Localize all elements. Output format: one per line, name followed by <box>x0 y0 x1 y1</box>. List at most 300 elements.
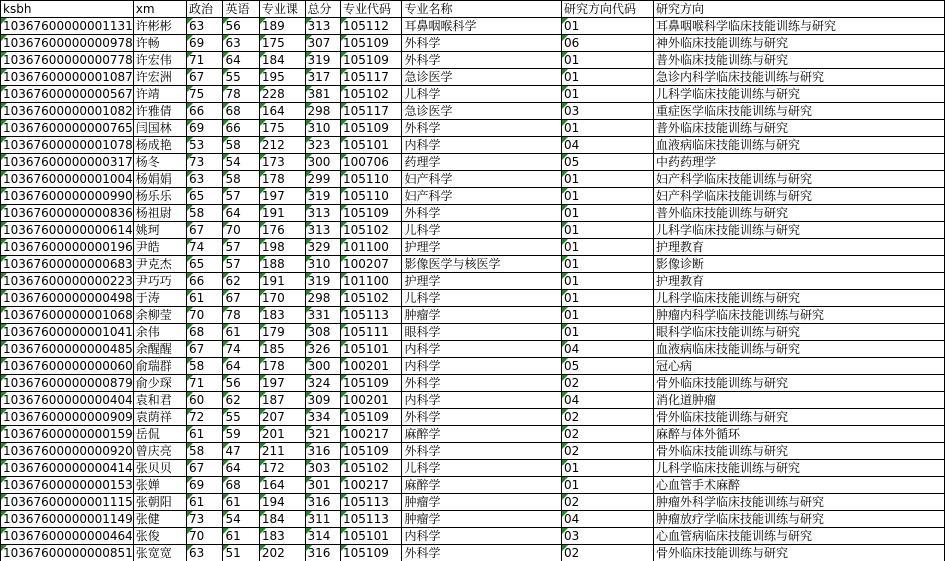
cell-zhengzhi[interactable]: 60 <box>186 392 222 409</box>
cell-yingyu[interactable]: 68 <box>223 477 259 494</box>
cell-zhengzhi[interactable]: 67 <box>186 460 222 477</box>
cell-fangxiang-daima[interactable]: 01 <box>562 205 654 222</box>
cell-ksbh[interactable]: 10367600000000614 <box>1 222 134 239</box>
cell-xm[interactable]: 许靖 <box>133 86 186 103</box>
cell-xm[interactable]: 余醒醒 <box>133 341 186 358</box>
cell-xm[interactable]: 姚珂 <box>133 222 186 239</box>
cell-ksbh[interactable]: 10367600000000414 <box>1 460 134 477</box>
cell-yingyu[interactable]: 62 <box>223 273 259 290</box>
cell-zhuanye-mingcheng[interactable]: 外科学 <box>402 205 562 222</box>
cell-zhuanye-daima[interactable]: 100706 <box>341 154 402 171</box>
cell-zhuanye-daima[interactable]: 105109 <box>341 443 402 460</box>
cell-zhuanye-mingcheng[interactable]: 护理学 <box>402 273 562 290</box>
cell-xm[interactable]: 杨祖尉 <box>133 205 186 222</box>
cell-zhuanye-daima[interactable]: 105110 <box>341 188 402 205</box>
cell-zhengzhi[interactable]: 67 <box>186 222 222 239</box>
cell-fangxiang-daima[interactable]: 01 <box>562 120 654 137</box>
cell-xm[interactable]: 张婵 <box>133 477 186 494</box>
cell-zhuanyeke[interactable]: 195 <box>259 69 305 86</box>
cell-fangxiang-daima[interactable]: 01 <box>562 188 654 205</box>
cell-yanjiu-fangxiang[interactable]: 护理教育 <box>654 273 945 290</box>
cell-zhuanyeke[interactable]: 172 <box>259 460 305 477</box>
cell-ksbh[interactable]: 10367600000000836 <box>1 205 134 222</box>
cell-zhuanye-mingcheng[interactable]: 影像医学与核医学 <box>402 256 562 273</box>
cell-yanjiu-fangxiang[interactable]: 骨外临床技能训练与研究 <box>654 409 945 426</box>
cell-fangxiang-daima[interactable]: 01 <box>562 256 654 273</box>
cell-ksbh[interactable]: 10367600000000159 <box>1 426 134 443</box>
cell-yanjiu-fangxiang[interactable]: 儿科学临床技能训练与研究 <box>654 290 945 307</box>
cell-ksbh[interactable]: 10367600000001078 <box>1 137 134 154</box>
cell-yanjiu-fangxiang[interactable]: 心血管病临床技能训练与研究 <box>654 528 945 545</box>
cell-zhuanye-daima[interactable]: 105102 <box>341 290 402 307</box>
cell-fangxiang-daima[interactable]: 02 <box>562 545 654 561</box>
cell-zhuanye-daima[interactable]: 105111 <box>341 324 402 341</box>
cell-zhuanyeke[interactable]: 176 <box>259 222 305 239</box>
header-cell-zhengzhi[interactable]: 政治 <box>186 1 222 18</box>
header-cell-fangxiang-daima[interactable]: 研究方向代码 <box>562 1 654 18</box>
cell-xm[interactable]: 曾庆亮 <box>133 443 186 460</box>
cell-zongfen[interactable]: 303 <box>305 460 341 477</box>
cell-zhengzhi[interactable]: 69 <box>186 477 222 494</box>
cell-ksbh[interactable]: 10367600000000851 <box>1 545 134 561</box>
cell-zhengzhi[interactable]: 69 <box>186 35 222 52</box>
cell-zhuanye-daima[interactable]: 105101 <box>341 528 402 545</box>
cell-yingyu[interactable]: 51 <box>223 545 259 561</box>
cell-fangxiang-daima[interactable]: 01 <box>562 307 654 324</box>
cell-zhuanyeke[interactable]: 201 <box>259 426 305 443</box>
cell-fangxiang-daima[interactable]: 06 <box>562 35 654 52</box>
cell-yingyu[interactable]: 57 <box>223 256 259 273</box>
cell-zhuanye-daima[interactable]: 101100 <box>341 239 402 256</box>
cell-xm[interactable]: 许宏洲 <box>133 69 186 86</box>
cell-zongfen[interactable]: 316 <box>305 443 341 460</box>
cell-ksbh[interactable]: 10367600000001082 <box>1 103 134 120</box>
header-cell-zhuanye-daima[interactable]: 专业代码 <box>341 1 402 18</box>
cell-yanjiu-fangxiang[interactable]: 肿瘤外科学临床技能训练与研究 <box>654 494 945 511</box>
cell-zhuanyeke[interactable]: 183 <box>259 307 305 324</box>
cell-zhuanyeke[interactable]: 187 <box>259 392 305 409</box>
cell-yanjiu-fangxiang[interactable]: 骨外临床技能训练与研究 <box>654 545 945 561</box>
cell-zhuanye-daima[interactable]: 105109 <box>341 35 402 52</box>
cell-fangxiang-daima[interactable]: 04 <box>562 341 654 358</box>
cell-ksbh[interactable]: 10367600000000060 <box>1 358 134 375</box>
cell-zhuanye-mingcheng[interactable]: 护理学 <box>402 239 562 256</box>
cell-ksbh[interactable]: 10367600000001115 <box>1 494 134 511</box>
cell-xm[interactable]: 张朝阳 <box>133 494 186 511</box>
cell-zhuanye-daima[interactable]: 105110 <box>341 171 402 188</box>
cell-ksbh[interactable]: 10367600000001041 <box>1 324 134 341</box>
cell-zhuanye-mingcheng[interactable]: 外科学 <box>402 409 562 426</box>
cell-zhuanyeke[interactable]: 207 <box>259 409 305 426</box>
cell-zhuanyeke[interactable]: 197 <box>259 375 305 392</box>
cell-zhuanyeke[interactable]: 191 <box>259 273 305 290</box>
cell-zhengzhi[interactable]: 71 <box>186 52 222 69</box>
cell-zhuanye-daima[interactable]: 105109 <box>341 545 402 561</box>
cell-ksbh[interactable]: 10367600000000990 <box>1 188 134 205</box>
cell-yingyu[interactable]: 74 <box>223 341 259 358</box>
cell-xm[interactable]: 杨冬 <box>133 154 186 171</box>
cell-yanjiu-fangxiang[interactable]: 肿瘤放疗学临床技能训练与研究 <box>654 511 945 528</box>
cell-zhengzhi[interactable]: 58 <box>186 358 222 375</box>
cell-zhuanyeke[interactable]: 164 <box>259 103 305 120</box>
cell-yanjiu-fangxiang[interactable]: 耳鼻咽喉科学临床技能训练与研究 <box>654 18 945 35</box>
cell-zhuanye-mingcheng[interactable]: 眼科学 <box>402 324 562 341</box>
cell-zhuanye-mingcheng[interactable]: 外科学 <box>402 545 562 561</box>
cell-zongfen[interactable]: 307 <box>305 35 341 52</box>
cell-zhuanye-daima[interactable]: 105112 <box>341 18 402 35</box>
cell-xm[interactable]: 许雅倩 <box>133 103 186 120</box>
cell-fangxiang-daima[interactable]: 01 <box>562 477 654 494</box>
cell-zhuanyeke[interactable]: 202 <box>259 545 305 561</box>
cell-zhengzhi[interactable]: 71 <box>186 375 222 392</box>
cell-zhuanye-mingcheng[interactable]: 儿科学 <box>402 222 562 239</box>
cell-zhuanyeke[interactable]: 183 <box>259 528 305 545</box>
cell-zhuanye-mingcheng[interactable]: 妇产科学 <box>402 171 562 188</box>
cell-zhuanye-mingcheng[interactable]: 外科学 <box>402 375 562 392</box>
cell-ksbh[interactable]: 10367600000000317 <box>1 154 134 171</box>
cell-yanjiu-fangxiang[interactable]: 心血管手术麻醉 <box>654 477 945 494</box>
cell-zhuanye-daima[interactable]: 105117 <box>341 69 402 86</box>
cell-zhuanye-daima[interactable]: 105101 <box>341 341 402 358</box>
cell-zhengzhi[interactable]: 66 <box>186 103 222 120</box>
cell-yingyu[interactable]: 54 <box>223 511 259 528</box>
cell-yingyu[interactable]: 64 <box>223 460 259 477</box>
cell-fangxiang-daima[interactable]: 01 <box>562 52 654 69</box>
cell-zhuanye-mingcheng[interactable]: 麻醉学 <box>402 477 562 494</box>
cell-yingyu[interactable]: 70 <box>223 222 259 239</box>
cell-zongfen[interactable]: 300 <box>305 358 341 375</box>
cell-zhuanye-mingcheng[interactable]: 耳鼻咽喉科学 <box>402 18 562 35</box>
cell-zhengzhi[interactable]: 61 <box>186 426 222 443</box>
cell-ksbh[interactable]: 10367600000001068 <box>1 307 134 324</box>
cell-yingyu[interactable]: 61 <box>223 494 259 511</box>
cell-yanjiu-fangxiang[interactable]: 血液病临床技能训练与研究 <box>654 137 945 154</box>
cell-yingyu[interactable]: 66 <box>223 120 259 137</box>
cell-zhuanye-daima[interactable]: 105101 <box>341 137 402 154</box>
cell-xm[interactable]: 余柳莹 <box>133 307 186 324</box>
cell-zhuanyeke[interactable]: 228 <box>259 86 305 103</box>
cell-xm[interactable]: 俞瑞群 <box>133 358 186 375</box>
cell-yingyu[interactable]: 78 <box>223 307 259 324</box>
cell-zhuanye-mingcheng[interactable]: 儿科学 <box>402 86 562 103</box>
cell-zhuanye-daima[interactable]: 105113 <box>341 307 402 324</box>
cell-zongfen[interactable]: 300 <box>305 154 341 171</box>
cell-zhuanyeke[interactable]: 184 <box>259 511 305 528</box>
cell-xm[interactable]: 张宽宽 <box>133 545 186 561</box>
cell-zhuanye-mingcheng[interactable]: 肿瘤学 <box>402 307 562 324</box>
cell-yanjiu-fangxiang[interactable]: 妇产科学临床技能训练与研究 <box>654 171 945 188</box>
cell-yingyu[interactable]: 61 <box>223 528 259 545</box>
cell-zhuanye-daima[interactable]: 105102 <box>341 86 402 103</box>
cell-fangxiang-daima[interactable]: 05 <box>562 154 654 171</box>
cell-xm[interactable]: 俞少琛 <box>133 375 186 392</box>
cell-xm[interactable]: 杨娟娟 <box>133 171 186 188</box>
cell-yanjiu-fangxiang[interactable]: 重症医学临床技能训练与研究 <box>654 103 945 120</box>
cell-zongfen[interactable]: 313 <box>305 222 341 239</box>
cell-zhuanye-daima[interactable]: 100217 <box>341 477 402 494</box>
cell-zhengzhi[interactable]: 58 <box>186 443 222 460</box>
cell-yanjiu-fangxiang[interactable]: 骨外临床技能训练与研究 <box>654 375 945 392</box>
cell-xm[interactable]: 尹皓 <box>133 239 186 256</box>
cell-yanjiu-fangxiang[interactable]: 冠心病 <box>654 358 945 375</box>
cell-ksbh[interactable]: 10367600000000567 <box>1 86 134 103</box>
cell-zhengzhi[interactable]: 58 <box>186 205 222 222</box>
header-cell-ksbh[interactable]: ksbh <box>1 1 134 18</box>
cell-zhuanye-mingcheng[interactable]: 内科学 <box>402 358 562 375</box>
cell-zhengzhi[interactable]: 70 <box>186 307 222 324</box>
cell-zongfen[interactable]: 314 <box>305 528 341 545</box>
header-cell-zhuanyeke[interactable]: 专业课 <box>259 1 305 18</box>
cell-yingyu[interactable]: 57 <box>223 239 259 256</box>
cell-zhengzhi[interactable]: 66 <box>186 273 222 290</box>
cell-yanjiu-fangxiang[interactable]: 妇产科学临床技能训练与研究 <box>654 188 945 205</box>
cell-yanjiu-fangxiang[interactable]: 骨外临床技能训练与研究 <box>654 443 945 460</box>
cell-fangxiang-daima[interactable]: 05 <box>562 358 654 375</box>
cell-yingyu[interactable]: 55 <box>223 409 259 426</box>
cell-zhengzhi[interactable]: 68 <box>186 324 222 341</box>
cell-xm[interactable]: 袁和君 <box>133 392 186 409</box>
cell-zhengzhi[interactable]: 63 <box>186 545 222 561</box>
cell-zhengzhi[interactable]: 69 <box>186 120 222 137</box>
cell-zhuanye-daima[interactable]: 100207 <box>341 256 402 273</box>
cell-zongfen[interactable]: 319 <box>305 188 341 205</box>
cell-fangxiang-daima[interactable]: 01 <box>562 86 654 103</box>
cell-zongfen[interactable]: 308 <box>305 324 341 341</box>
cell-zhuanyeke[interactable]: 188 <box>259 256 305 273</box>
cell-zhuanye-daima[interactable]: 105109 <box>341 205 402 222</box>
cell-ksbh[interactable]: 10367600000000920 <box>1 443 134 460</box>
cell-yingyu[interactable]: 78 <box>223 86 259 103</box>
cell-yanjiu-fangxiang[interactable]: 眼科学临床技能训练与研究 <box>654 324 945 341</box>
cell-zhuanye-daima[interactable]: 100201 <box>341 358 402 375</box>
cell-fangxiang-daima[interactable]: 01 <box>562 171 654 188</box>
cell-yingyu[interactable]: 63 <box>223 35 259 52</box>
cell-fangxiang-daima[interactable]: 03 <box>562 103 654 120</box>
cell-zhuanye-mingcheng[interactable]: 外科学 <box>402 443 562 460</box>
cell-zhuanyeke[interactable]: 178 <box>259 171 305 188</box>
cell-xm[interactable]: 许畅 <box>133 35 186 52</box>
cell-ksbh[interactable]: 10367600000000879 <box>1 375 134 392</box>
cell-zongfen[interactable]: 331 <box>305 307 341 324</box>
cell-zhengzhi[interactable]: 53 <box>186 137 222 154</box>
cell-zhengzhi[interactable]: 73 <box>186 154 222 171</box>
cell-zhengzhi[interactable]: 73 <box>186 511 222 528</box>
cell-zongfen[interactable]: 313 <box>305 18 341 35</box>
cell-ksbh[interactable]: 10367600000000485 <box>1 341 134 358</box>
cell-xm[interactable]: 袁荫祥 <box>133 409 186 426</box>
header-cell-zhuanye-mingcheng[interactable]: 专业名称 <box>402 1 562 18</box>
cell-xm[interactable]: 张俊 <box>133 528 186 545</box>
cell-yingyu[interactable]: 64 <box>223 52 259 69</box>
cell-yanjiu-fangxiang[interactable]: 消化道肿瘤 <box>654 392 945 409</box>
cell-zongfen[interactable]: 323 <box>305 137 341 154</box>
cell-fangxiang-daima[interactable]: 01 <box>562 324 654 341</box>
cell-zongfen[interactable]: 310 <box>305 120 341 137</box>
cell-fangxiang-daima[interactable]: 01 <box>562 18 654 35</box>
cell-fangxiang-daima[interactable]: 02 <box>562 494 654 511</box>
cell-ksbh[interactable]: 10367600000000778 <box>1 52 134 69</box>
cell-zhengzhi[interactable]: 70 <box>186 528 222 545</box>
cell-zhuanyeke[interactable]: 189 <box>259 18 305 35</box>
cell-zhuanyeke[interactable]: 197 <box>259 188 305 205</box>
cell-zhuanye-mingcheng[interactable]: 肿瘤学 <box>402 494 562 511</box>
cell-yingyu[interactable]: 54 <box>223 154 259 171</box>
cell-zhuanye-mingcheng[interactable]: 内科学 <box>402 137 562 154</box>
cell-fangxiang-daima[interactable]: 02 <box>562 443 654 460</box>
cell-fangxiang-daima[interactable]: 01 <box>562 222 654 239</box>
cell-yingyu[interactable]: 68 <box>223 103 259 120</box>
cell-yingyu[interactable]: 64 <box>223 358 259 375</box>
cell-yanjiu-fangxiang[interactable]: 中药药理学 <box>654 154 945 171</box>
cell-zhuanyeke[interactable]: 185 <box>259 341 305 358</box>
cell-xm[interactable]: 岳侃 <box>133 426 186 443</box>
cell-ksbh[interactable]: 10367600000001149 <box>1 511 134 528</box>
cell-zhuanyeke[interactable]: 179 <box>259 324 305 341</box>
cell-yingyu[interactable]: 62 <box>223 392 259 409</box>
cell-zhuanyeke[interactable]: 212 <box>259 137 305 154</box>
cell-yanjiu-fangxiang[interactable]: 普外临床技能训练与研究 <box>654 120 945 137</box>
cell-yingyu[interactable]: 56 <box>223 18 259 35</box>
cell-zhuanyeke[interactable]: 198 <box>259 239 305 256</box>
cell-yanjiu-fangxiang[interactable]: 神外临床技能训练与研究 <box>654 35 945 52</box>
cell-zhengzhi[interactable]: 67 <box>186 69 222 86</box>
cell-yanjiu-fangxiang[interactable]: 儿科学临床技能训练与研究 <box>654 460 945 477</box>
cell-yingyu[interactable]: 57 <box>223 188 259 205</box>
cell-zhuanye-daima[interactable]: 101100 <box>341 273 402 290</box>
cell-zongfen[interactable]: 301 <box>305 477 341 494</box>
cell-zongfen[interactable]: 298 <box>305 103 341 120</box>
cell-zhuanye-daima[interactable]: 105113 <box>341 511 402 528</box>
cell-zhuanye-daima[interactable]: 105113 <box>341 494 402 511</box>
cell-xm[interactable]: 杨成艳 <box>133 137 186 154</box>
cell-fangxiang-daima[interactable]: 01 <box>562 69 654 86</box>
cell-fangxiang-daima[interactable]: 01 <box>562 239 654 256</box>
cell-yanjiu-fangxiang[interactable]: 儿科学临床技能训练与研究 <box>654 86 945 103</box>
cell-yanjiu-fangxiang[interactable]: 麻醉与体外循环 <box>654 426 945 443</box>
cell-yingyu[interactable]: 61 <box>223 324 259 341</box>
cell-fangxiang-daima[interactable]: 01 <box>562 290 654 307</box>
cell-yingyu[interactable]: 58 <box>223 137 259 154</box>
cell-zhengzhi[interactable]: 63 <box>186 18 222 35</box>
cell-zhengzhi[interactable]: 74 <box>186 239 222 256</box>
cell-zhuanyeke[interactable]: 170 <box>259 290 305 307</box>
cell-zhuanye-daima[interactable]: 105109 <box>341 375 402 392</box>
cell-yanjiu-fangxiang[interactable]: 普外临床技能训练与研究 <box>654 52 945 69</box>
cell-ksbh[interactable]: 10367600000001131 <box>1 18 134 35</box>
cell-zongfen[interactable]: 299 <box>305 171 341 188</box>
cell-zongfen[interactable]: 319 <box>305 273 341 290</box>
cell-zongfen[interactable]: 326 <box>305 341 341 358</box>
cell-zhuanyeke[interactable]: 173 <box>259 154 305 171</box>
cell-zhuanye-mingcheng[interactable]: 麻醉学 <box>402 426 562 443</box>
cell-yingyu[interactable]: 58 <box>223 171 259 188</box>
cell-ksbh[interactable]: 10367600000001087 <box>1 69 134 86</box>
cell-yingyu[interactable]: 55 <box>223 69 259 86</box>
cell-xm[interactable]: 张健 <box>133 511 186 528</box>
cell-zongfen[interactable]: 329 <box>305 239 341 256</box>
cell-zhuanyeke[interactable]: 175 <box>259 35 305 52</box>
cell-zhuanye-mingcheng[interactable]: 外科学 <box>402 35 562 52</box>
cell-xm[interactable]: 于涛 <box>133 290 186 307</box>
cell-yanjiu-fangxiang[interactable]: 血液病临床技能训练与研究 <box>654 341 945 358</box>
cell-zhuanye-daima[interactable]: 105102 <box>341 222 402 239</box>
cell-yingyu[interactable]: 59 <box>223 426 259 443</box>
cell-zhuanye-mingcheng[interactable]: 儿科学 <box>402 460 562 477</box>
cell-zhengzhi[interactable]: 61 <box>186 290 222 307</box>
cell-zhuanye-daima[interactable]: 105117 <box>341 103 402 120</box>
cell-yanjiu-fangxiang[interactable]: 影像诊断 <box>654 256 945 273</box>
cell-zhuanye-daima[interactable]: 100201 <box>341 392 402 409</box>
header-cell-xm[interactable]: xm <box>133 1 186 18</box>
cell-fangxiang-daima[interactable]: 04 <box>562 392 654 409</box>
cell-zhuanye-mingcheng[interactable]: 外科学 <box>402 52 562 69</box>
cell-ksbh[interactable]: 10367600000000683 <box>1 256 134 273</box>
cell-zhengzhi[interactable]: 67 <box>186 341 222 358</box>
cell-zhuanye-daima[interactable]: 105109 <box>341 409 402 426</box>
cell-zhuanyeke[interactable]: 175 <box>259 120 305 137</box>
cell-ksbh[interactable]: 10367600000000765 <box>1 120 134 137</box>
cell-ksbh[interactable]: 10367600000000909 <box>1 409 134 426</box>
cell-zongfen[interactable]: 311 <box>305 511 341 528</box>
cell-zhuanye-daima[interactable]: 100217 <box>341 426 402 443</box>
cell-xm[interactable]: 许彬彬 <box>133 18 186 35</box>
cell-zhengzhi[interactable]: 65 <box>186 256 222 273</box>
cell-zhengzhi[interactable]: 65 <box>186 188 222 205</box>
cell-zhengzhi[interactable]: 61 <box>186 494 222 511</box>
cell-yanjiu-fangxiang[interactable]: 肿瘤内科学临床技能训练与研究 <box>654 307 945 324</box>
cell-ksbh[interactable]: 10367600000000404 <box>1 392 134 409</box>
cell-zhuanye-daima[interactable]: 105102 <box>341 460 402 477</box>
cell-zongfen[interactable]: 321 <box>305 426 341 443</box>
cell-xm[interactable]: 尹巧巧 <box>133 273 186 290</box>
cell-zhuanye-daima[interactable]: 105109 <box>341 120 402 137</box>
cell-fangxiang-daima[interactable]: 04 <box>562 137 654 154</box>
cell-zongfen[interactable]: 298 <box>305 290 341 307</box>
cell-yanjiu-fangxiang[interactable]: 护理教育 <box>654 239 945 256</box>
cell-zhuanye-daima[interactable]: 105109 <box>341 52 402 69</box>
cell-zhengzhi[interactable]: 72 <box>186 409 222 426</box>
cell-zhuanyeke[interactable]: 184 <box>259 52 305 69</box>
cell-zhuanye-mingcheng[interactable]: 肿瘤学 <box>402 511 562 528</box>
cell-zongfen[interactable]: 310 <box>305 256 341 273</box>
cell-zongfen[interactable]: 316 <box>305 545 341 561</box>
cell-zongfen[interactable]: 319 <box>305 52 341 69</box>
cell-fangxiang-daima[interactable]: 02 <box>562 375 654 392</box>
cell-zhuanye-mingcheng[interactable]: 内科学 <box>402 341 562 358</box>
header-cell-yingyu[interactable]: 英语 <box>223 1 259 18</box>
cell-xm[interactable]: 许宏伟 <box>133 52 186 69</box>
cell-zhuanye-mingcheng[interactable]: 急诊医学 <box>402 103 562 120</box>
cell-zongfen[interactable]: 316 <box>305 494 341 511</box>
cell-fangxiang-daima[interactable]: 03 <box>562 528 654 545</box>
cell-fangxiang-daima[interactable]: 02 <box>562 426 654 443</box>
cell-zhuanye-mingcheng[interactable]: 外科学 <box>402 120 562 137</box>
cell-ksbh[interactable]: 10367600000000223 <box>1 273 134 290</box>
cell-zongfen[interactable]: 324 <box>305 375 341 392</box>
cell-yingyu[interactable]: 67 <box>223 290 259 307</box>
cell-fangxiang-daima[interactable]: 02 <box>562 409 654 426</box>
cell-zhuanye-mingcheng[interactable]: 内科学 <box>402 392 562 409</box>
cell-zhuanye-mingcheng[interactable]: 内科学 <box>402 528 562 545</box>
cell-zhuanyeke[interactable]: 178 <box>259 358 305 375</box>
cell-yingyu[interactable]: 56 <box>223 375 259 392</box>
cell-zhuanyeke[interactable]: 164 <box>259 477 305 494</box>
cell-zhuanye-mingcheng[interactable]: 药理学 <box>402 154 562 171</box>
cell-fangxiang-daima[interactable]: 01 <box>562 273 654 290</box>
header-cell-zongfen[interactable]: 总分 <box>305 1 341 18</box>
cell-zongfen[interactable]: 381 <box>305 86 341 103</box>
cell-ksbh[interactable]: 10367600000000978 <box>1 35 134 52</box>
